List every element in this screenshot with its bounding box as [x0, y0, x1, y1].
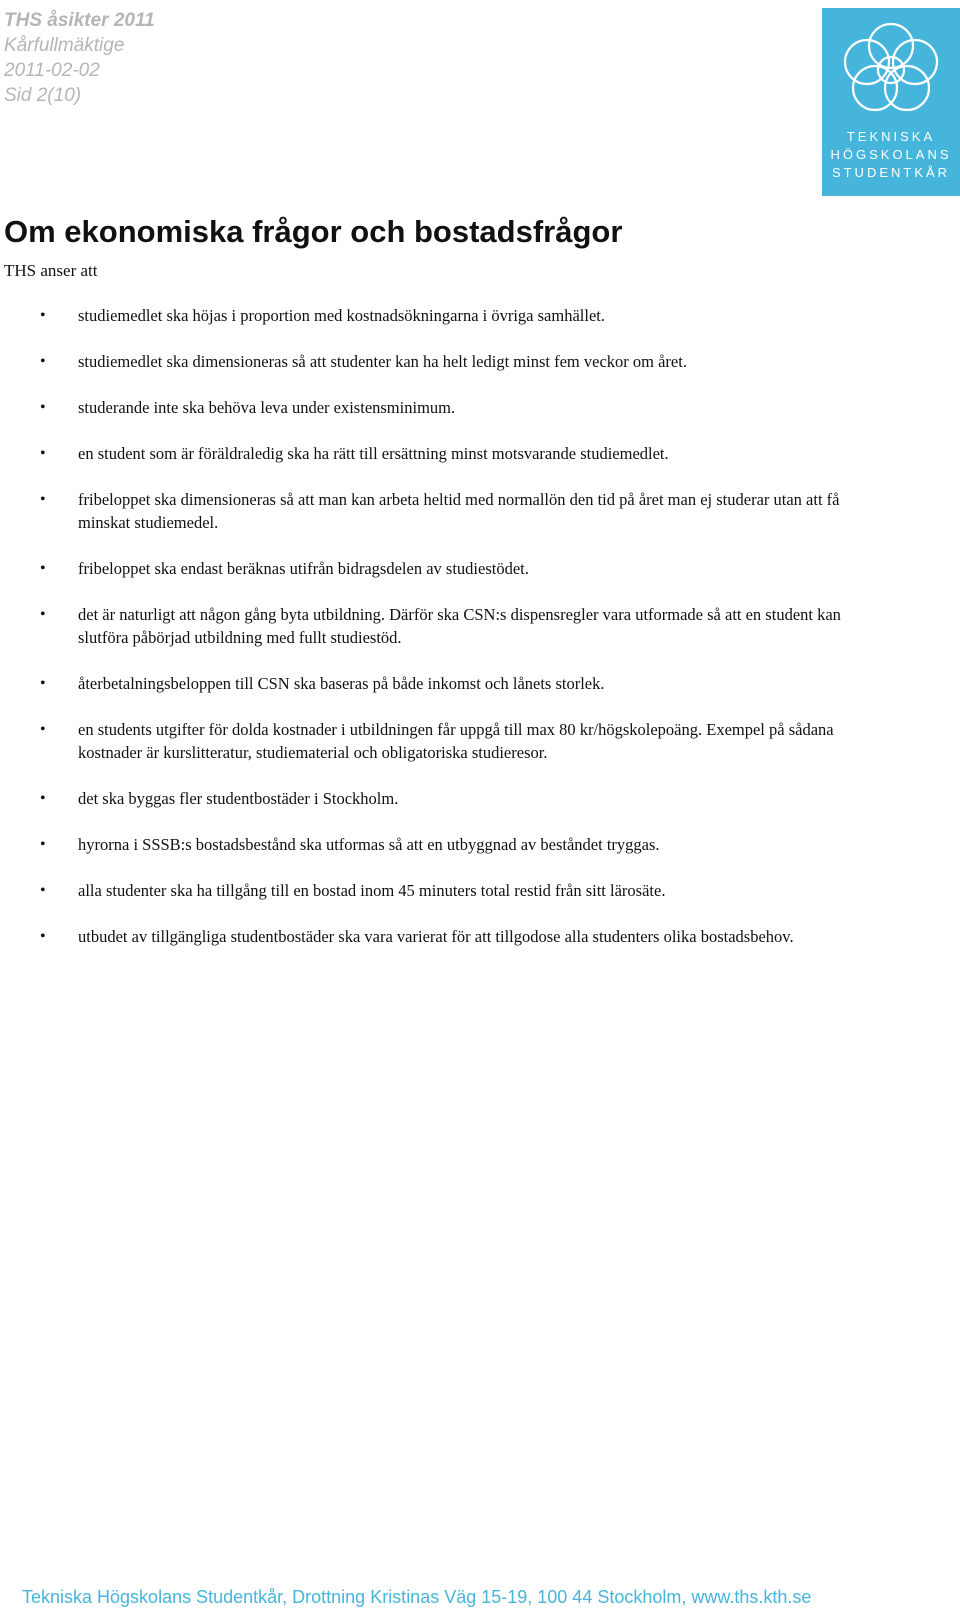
ths-logo: [822, 8, 960, 196]
logo-text-line2: HÖGSKOLANS: [830, 147, 952, 162]
logo-text-line1: TEKNISKA: [846, 129, 936, 144]
list-item: [0, 488, 860, 534]
bullet-icon: •: [40, 836, 46, 853]
list-item: [0, 350, 860, 373]
logo-text-line3: STUDENTKÅR: [831, 165, 951, 180]
list-item-text: en student som är föräldraledig ska ha rätt till ersättning minst motsvarande studiemedlet.: [78, 444, 669, 463]
list-item: [0, 672, 860, 695]
list-item-text: det är naturligt att någon gång byta utbildning. Därför ska CSN:s dispensregler vara utformade så att en student kan slutföra påbörjad utbildning med fullt studiestöd.: [78, 605, 841, 647]
list-item-text: fribeloppet ska endast beräknas utifrån bidragsdelen av studiestödet.: [78, 559, 529, 578]
section-title: Om ekonomiska frågor och bostadsfrågor: [4, 214, 623, 249]
bullet-icon: •: [40, 928, 46, 945]
list-item-text: utbudet av tillgängliga studentbostäder ska vara varierat för att tillgodose alla studenters olika bostadsbehov.: [78, 927, 794, 946]
list-item: [0, 879, 860, 902]
document-body-name: Kårfullmäktige: [4, 35, 125, 56]
list-item-text: hyrorna i SSSB:s bostadsbestånd ska utformas så att en utbyggnad av beståndet tryggas.: [78, 835, 660, 854]
list-item: [0, 603, 860, 649]
bullet-icon: •: [40, 790, 46, 807]
document-title: THS åsikter 2011: [4, 10, 155, 31]
document-date: 2011-02-02: [4, 60, 100, 81]
list-item: [0, 557, 860, 580]
rings-logo-icon: [822, 8, 960, 128]
bullet-icon: •: [40, 399, 46, 416]
bullet-icon: •: [40, 882, 46, 899]
list-item: [0, 718, 860, 764]
bullet-icon: •: [40, 491, 46, 508]
bullet-icon: •: [40, 721, 46, 738]
list-item-text: studiemedlet ska dimensioneras så att studenter kan ha helt ledigt minst fem veckor om året.: [78, 352, 687, 371]
list-item-text: en students utgifter för dolda kostnader i utbildningen får uppgå till max 80 kr/högskolepoäng. Exempel på sådana kostnader är kurslitteratur, studiematerial och obligatoriska studieresor.: [78, 720, 834, 762]
list-item-text: studerande inte ska behöva leva under existensminimum.: [78, 398, 456, 417]
list-item: [0, 396, 860, 419]
list-item-text: fribeloppet ska dimensioneras så att man kan arbeta heltid med normallön den tid på året man ej studerar utan att få minskat studiemedel.: [78, 490, 840, 532]
footer-address: Tekniska Högskolans Studentkår, Drottning Kristinas Väg 15-19, 100 44 Stockholm, www.ths.kth.se: [22, 1587, 812, 1607]
list-item: [0, 833, 860, 856]
list-item-text: det ska byggas fler studentbostäder i Stockholm.: [78, 789, 399, 808]
list-item: [0, 787, 860, 810]
list-item-text: studiemedlet ska höjas i proportion med kostnadsökningarna i övriga samhället.: [78, 306, 605, 325]
page-number: Sid 2(10): [4, 85, 82, 106]
list-item: [0, 442, 860, 465]
list-item: [0, 304, 860, 327]
list-item-text: alla studenter ska ha tillgång till en bostad inom 45 minuters total restid från sitt lärosäte.: [78, 881, 666, 900]
bullet-icon: •: [40, 445, 46, 462]
bullet-icon: •: [40, 606, 46, 623]
bullet-icon: •: [40, 675, 46, 692]
bullet-icon: •: [40, 353, 46, 370]
bullet-icon: •: [40, 307, 46, 324]
section-intro: THS anser att: [4, 261, 98, 280]
stance-list: [0, 304, 860, 971]
list-item-text: återbetalningsbeloppen till CSN ska baseras på både inkomst och lånets storlek.: [78, 674, 605, 693]
bullet-icon: •: [40, 560, 46, 577]
document-header: [4, 8, 155, 108]
list-item: [0, 925, 860, 948]
